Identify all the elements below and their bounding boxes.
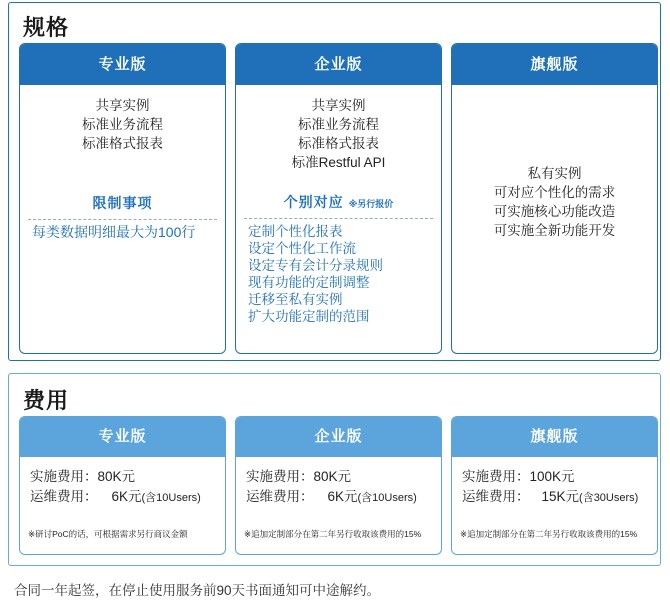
spec-card-flagship [451, 43, 658, 354]
spec-card-professional [19, 43, 226, 354]
ops-fee-row [246, 487, 441, 508]
feature-item: 标准Restful API [291, 155, 386, 170]
spec-card-header: 旗舰版 [452, 44, 657, 85]
custom-list [236, 223, 441, 325]
custom-item: 设定个性化工作流 [248, 241, 356, 256]
fee-card-header: 专业版 [20, 417, 225, 457]
feature-item: 可实施全新功能开发 [493, 223, 616, 238]
feature-list [452, 85, 657, 240]
ops-fee-value: 6K元 [111, 489, 142, 504]
feature-item: 标准业务流程 [82, 117, 163, 132]
impl-fee-value: 100K元 [529, 469, 575, 484]
spec-title: 规格 [23, 15, 70, 40]
feature-list [20, 85, 225, 153]
feature-item: 私有实例 [527, 166, 582, 181]
fee-title: 费用 [23, 388, 70, 413]
ops-fee-label: 运维费用： [462, 489, 530, 504]
custom-item: 现有功能的定制调整 [248, 275, 370, 290]
ops-fee-value: 6K元 [327, 489, 358, 504]
divider [244, 218, 433, 219]
feature-item: 共享实例 [311, 98, 366, 113]
ops-fee-row [30, 487, 225, 508]
fee-card-professional [19, 416, 226, 555]
impl-fee-label: 实施费用： [462, 469, 530, 484]
restriction-title: 限制事项 [92, 195, 153, 211]
spec-section [8, 2, 661, 361]
ops-fee-note: (含10Users) [141, 492, 201, 504]
spec-card-header: 专业版 [20, 44, 225, 85]
fee-card-enterprise [235, 416, 442, 555]
feature-item: 可实施核心功能改造 [493, 204, 616, 219]
fee-card-flagship [451, 416, 658, 555]
fee-card-header: 旗舰版 [452, 417, 657, 457]
fee-details [452, 457, 657, 508]
feature-item: 标准业务流程 [298, 117, 379, 132]
contract-note: 合同一年起签，在停止使用服务前90天书面通知可中途解约。 [14, 583, 381, 598]
fee-footnote: ※追加定制部分在第二年另行收取该费用的15% [244, 529, 422, 539]
ops-fee-note: (含10Users) [357, 492, 417, 504]
custom-item: 迁移至私有实例 [248, 292, 343, 307]
custom-note: ※另行报价 [348, 199, 394, 209]
spec-card-header: 企业版 [236, 44, 441, 85]
fee-footnote: ※追加定制部分在第二年另行收取该费用的15% [460, 529, 638, 539]
restriction-item: 每类数据明细最大为100行 [32, 224, 196, 240]
ops-fee-label: 运维费用： [30, 489, 98, 504]
fee-details [20, 457, 225, 508]
custom-item: 定制个性化报表 [248, 224, 343, 239]
feature-item: 标准格式报表 [82, 136, 163, 151]
ops-fee-value: 15K元 [541, 489, 580, 504]
impl-fee-row [462, 467, 657, 487]
feature-item: 标准格式报表 [298, 136, 379, 151]
impl-fee-row [30, 467, 225, 487]
fee-footnote: ※研讨PoC的话，可根据需求另行商议金额 [28, 529, 188, 539]
ops-fee-label: 运维费用： [246, 489, 314, 504]
ops-fee-note: (含30Users) [579, 492, 639, 504]
fee-details [236, 457, 441, 508]
custom-item: 扩大功能定制的范围 [248, 309, 370, 324]
impl-fee-row [246, 467, 441, 487]
ops-fee-row [462, 487, 657, 508]
spec-card-enterprise [235, 43, 442, 354]
feature-item: 可对应个性化的需求 [493, 185, 616, 200]
feature-item: 共享实例 [95, 98, 150, 113]
divider [28, 219, 217, 220]
custom-title [236, 192, 441, 212]
impl-fee-label: 实施费用： [246, 469, 314, 484]
restriction-list [20, 224, 225, 241]
impl-fee-label: 实施费用： [30, 469, 98, 484]
custom-item: 设定专有会计分录规则 [248, 258, 383, 273]
impl-fee-value: 80K元 [313, 469, 352, 484]
custom-title-text: 个别对应 [283, 194, 344, 210]
impl-fee-value: 80K元 [97, 469, 136, 484]
feature-list [236, 85, 441, 172]
fee-card-header: 企业版 [236, 417, 441, 457]
fee-section [8, 373, 661, 566]
